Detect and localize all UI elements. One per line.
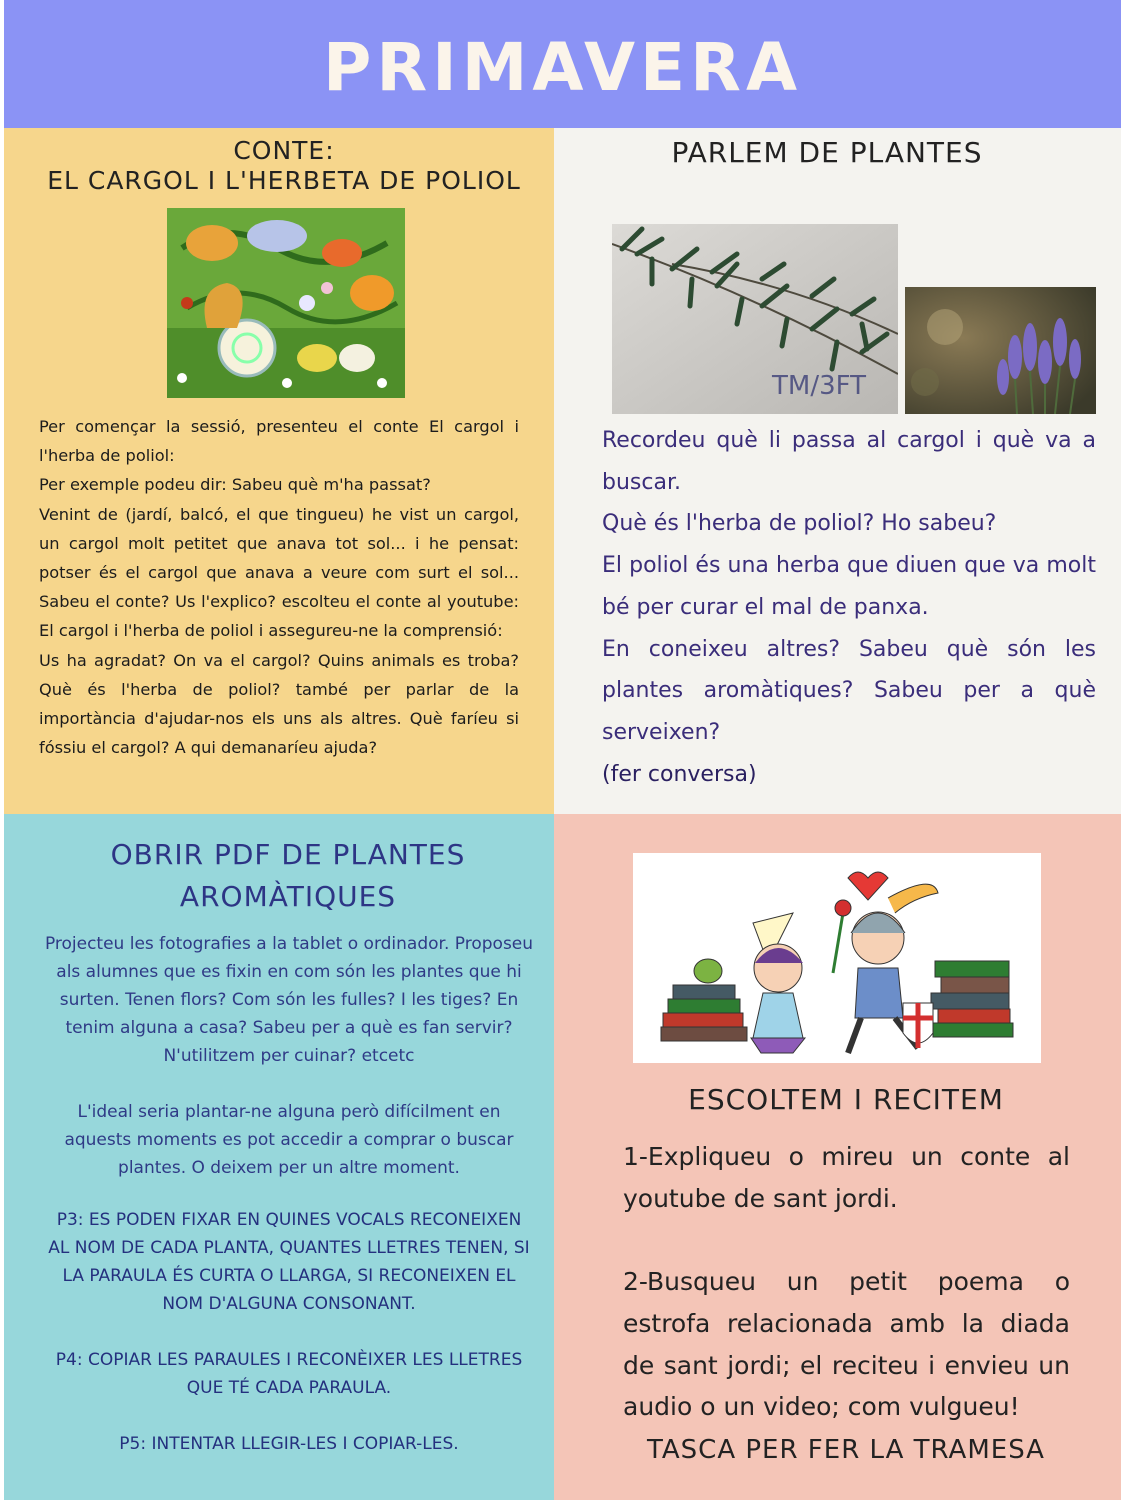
plants-talk-text [602,420,1096,795]
listen-recite-title: ESCOLTEM I RECITEM [688,1083,1004,1116]
aromatic-title-line1: OBRIR PDF DE PLANTES [110,838,466,871]
plants-talk-title: PARLEM DE PLANTES [671,136,983,169]
page-title: PRIMAVERA [322,29,803,106]
story-title: EL CARGOL I L'HERBETA DE POLIOL [47,166,521,195]
story-section [4,128,554,814]
listen-recite-text [623,1136,1070,1428]
aromatic-plants-title [4,834,572,918]
story-paragraph: Per exemple podeu dir: Sabeu què m'ha passat? [39,475,431,495]
story-title-label: CONTE: [233,136,335,165]
aromatic-ideal: L'ideal seria plantar-ne alguna però difícilment en aquests moments es pot accedir a comprar o buscar plantes. O deixem per un altre moment. [64,1102,514,1178]
story-paragraph: Us ha agradat? On va el cargol? Quins animals es troba? Què és l'herba de poliol? també per parlar de la importància d'ajudar-nos els uns als altres. Què faríeu si fóssiu el cargol? A qui demanaríeu ajuda? [39,650,519,758]
task-2: 2-Busqueu un petit poema o estrofa relacionada amb la diada de sant jordi; el reciteu i envieu un audio o un video; com vulgueu! [623,1267,1070,1422]
story-instructions [39,412,519,762]
photo-watermark: TM/3FT [772,371,866,401]
story-paragraph: Venint de (jardí, balcó, el que tingueu) he vist un cargol, un cargol molt petitet que anava tot sol... i he pensat: potser és el cargol que anava a veure com surt el sol... Sabeu el conte? Us l'explico? escolteu el conte al youtube: El cargol i l'herba de poliol i assegureu-ne la comprensió: [39,504,519,641]
aromatic-intro: Projecteu les fotografies a la tablet o ordinador. Proposeu als alumnes que es fixin en com són les plantes que hi surten. Tenen flors? Com són les fulles? I les tiges? En tenim alguna a casa? Sabeu per a què es fan servir? N'utilitzem per cuinar? etcetc [44,934,534,1066]
plants-paragraph: En coneixeu altres? Sabeu què són les plantes aromàtiques? Sabeu per a què serveixen? [602,636,1096,745]
level-p3: P3: ES PODEN FIXAR EN QUINES VOCALS RECONEIXEN AL NOM DE CADA PLANTA, QUANTES LLETRES TENEN, SI LA PARAULA ÉS CURTA O LLARGA, SI RECONEIXEN EL NOM D'ALGUNA CONSONANT. [48,1210,530,1314]
level-p5: P5: INTENTAR LLEGIR-LES I COPIAR-LES. [119,1434,459,1454]
lavender-photo [905,287,1096,414]
snail-story-illustration [167,208,405,398]
plants-paragraph: Què és l'herba de poliol? Ho sabeu? [602,511,997,537]
story-paragraph: Per començar la sessió, presenteu el conte El cargol i l'herba de poliol: [39,417,519,466]
plants-paragraph: El poliol és una herba que diuen que va molt bé per curar el mal de panxa. [602,553,1096,620]
sant-jordi-illustration [633,853,1041,1063]
listen-recite-section [554,814,1121,1500]
rosemary-photo [612,224,898,414]
aromatic-title-line2: AROMÀTIQUES [179,880,397,913]
level-p4: P4: COPIAR LES PARAULES I RECONÈIXER LES LLETRES QUE TÉ CADA PARAULA. [55,1350,523,1398]
aromatic-plants-section [4,814,554,1500]
plants-paragraph: (fer conversa) [602,761,757,787]
aromatic-plants-text [44,930,534,1458]
plants-paragraph: Recordeu què li passa al cargol i què va a buscar. [602,428,1096,495]
task-1: 1-Expliqueu o mireu un conte al youtube de sant jordi. [623,1142,1070,1213]
header-banner [4,0,1121,128]
plants-talk-section [554,128,1121,814]
submission-task-label: TASCA PER FER LA TRAMESA [647,1435,1045,1465]
